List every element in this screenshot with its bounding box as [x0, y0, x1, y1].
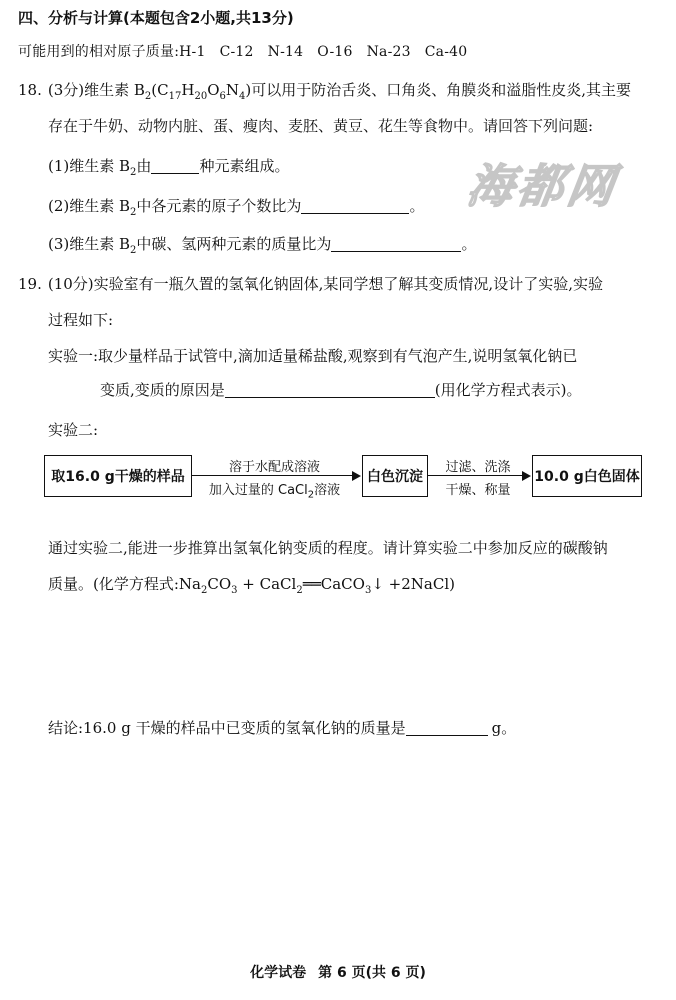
q18-sub1: [48, 156, 289, 176]
subscript: 2: [296, 585, 303, 596]
q19-calc-line1: 通过实验二,能进一步推算出氢氧化钠变质的程度。请计算实验二中参加反应的碳酸钠: [48, 539, 608, 557]
flow-box-solid: 10.0 g白色固体: [532, 455, 642, 497]
subscript: 20: [194, 91, 208, 102]
flow-box-sample: 取16.0 g干燥的样品: [44, 455, 192, 497]
subscript: 2: [144, 91, 152, 102]
q18-text: H: [181, 81, 195, 99]
q18-stem-line1: [18, 80, 631, 100]
q19-exp1-line2: [100, 380, 582, 400]
q19-stem-line2: 过程如下:: [48, 311, 114, 329]
q19-stem-line1: [18, 274, 603, 294]
q18-text: N: [225, 81, 239, 99]
flow-box-precipitate: 白色沉淀: [362, 455, 428, 497]
subscript: 17: [168, 91, 182, 102]
mass-h: H-1: [179, 44, 206, 60]
mass-na: Na-23: [366, 44, 411, 60]
q18-sub1-text: (1)维生素 B: [48, 157, 131, 175]
q19-calc-line2: [48, 574, 455, 594]
q18-sub2: [48, 196, 424, 216]
q18-text: (C: [151, 81, 169, 99]
q18-sub1-text: 种元素组成。: [199, 157, 290, 175]
section-title: 四、分析与计算(本题包含2小题,共13分): [18, 9, 294, 27]
q19-score: (10分): [47, 275, 94, 293]
flow-arrow2-line: [428, 475, 522, 476]
q19-exp1-text: (用化学方程式表示)。: [434, 381, 582, 399]
q19-number: 19.: [18, 275, 42, 293]
subscript: 3: [364, 585, 372, 596]
q18-sub1-text: 由: [136, 157, 152, 175]
q18-text: O: [207, 81, 220, 99]
q18-text: 维生素 B: [84, 81, 145, 99]
mass-o: O-16: [317, 44, 353, 60]
subscript: 6: [219, 91, 226, 102]
q18-number: 18.: [18, 81, 42, 99]
q19-exp1-text: 变质,变质的原因是: [100, 381, 225, 399]
subscript: 3: [231, 585, 238, 596]
flow-arrow2-bottom-label: 干燥、称量: [445, 483, 511, 498]
q18-sub3-text: (3)维生素 B: [48, 235, 131, 253]
answer-blank-18-3[interactable]: [331, 235, 461, 252]
answer-blank-18-2[interactable]: [301, 197, 409, 214]
q19-calc-text: 质量。(化学方程式:Na: [48, 575, 201, 593]
q18-sub3-text: 。: [461, 235, 477, 253]
q18-score: (3分): [47, 81, 85, 99]
atomic-masses-line: [18, 42, 467, 62]
answer-blank-19-equation[interactable]: [225, 381, 435, 398]
atomic-masses-label: 可能用到的相对原子质量:: [18, 44, 180, 60]
q18-sub2-text: 中各元素的原子个数比为: [136, 197, 302, 215]
q19-conclusion-text: g。: [491, 719, 517, 737]
q19-exp1-line1: 实验一:取少量样品于试管中,滴加适量稀盐酸,观察到有气泡产生,说明氢氧化钠已: [48, 347, 578, 365]
flow-arrow1-bottom-label: [192, 479, 357, 501]
answer-blank-19-conclusion[interactable]: [406, 719, 488, 736]
q19-calc-text: ↓ +2NaCl): [371, 575, 455, 593]
q19-text: 实验室有一瓶久置的氢氧化钠固体,某同学想了解其变质情况,设计了实验,实验: [93, 275, 603, 293]
subscript: 2: [307, 489, 315, 501]
flow-arrow1-top-label: 溶于水配成溶液: [228, 460, 320, 475]
q18-sub2-text: 。: [409, 197, 425, 215]
flow-arrow1-bottom-text: 加入过量的 CaCl: [208, 483, 308, 498]
mass-ca: Ca-40: [424, 44, 468, 60]
q19-conclusion-text: 结论:16.0 g 干燥的样品中已变质的氢氧化钠的质量是: [48, 719, 406, 737]
page-footer: [0, 962, 676, 982]
subscript: 4: [239, 91, 246, 102]
subscript: 2: [130, 245, 137, 256]
q19-calc-text: CO: [207, 575, 232, 593]
mass-n: N-14: [267, 44, 304, 60]
q18-sub2-text: (2)维生素 B: [48, 197, 131, 215]
q18-sub3-text: 中碳、氢两种元素的质量比为: [136, 235, 332, 253]
q18-text: )可以用于防治舌炎、口角炎、角膜炎和溢脂性皮炎,其主要: [245, 81, 631, 99]
mass-c: C-12: [219, 44, 254, 60]
flow-arrow1-bottom-text: 溶液: [314, 483, 341, 498]
answer-blank-18-1[interactable]: [151, 157, 199, 174]
watermark-logo: 海都网: [463, 159, 622, 213]
q18-stem-line2: 存在于牛奶、动物内脏、蛋、瘦肉、麦胚、黄豆、花生等食物中。请回答下列问题:: [48, 117, 594, 135]
footer-page-number: 第 6 页(共 6 页): [318, 965, 426, 981]
q18-sub3: [48, 234, 476, 254]
q19-conclusion: [48, 718, 516, 738]
flow-arrow1-line: [192, 475, 352, 476]
subscript: 2: [130, 207, 137, 218]
q19-exp2-label: 实验二:: [48, 421, 99, 439]
subscript: 2: [130, 167, 137, 178]
flow-arrow2-top-label: 过滤、洗涤: [445, 460, 511, 475]
subscript: 2: [200, 585, 208, 596]
q19-calc-text: + CaCl: [237, 575, 297, 593]
q19-calc-text: ══CaCO: [302, 575, 365, 593]
footer-subject: 化学试卷: [250, 965, 307, 981]
